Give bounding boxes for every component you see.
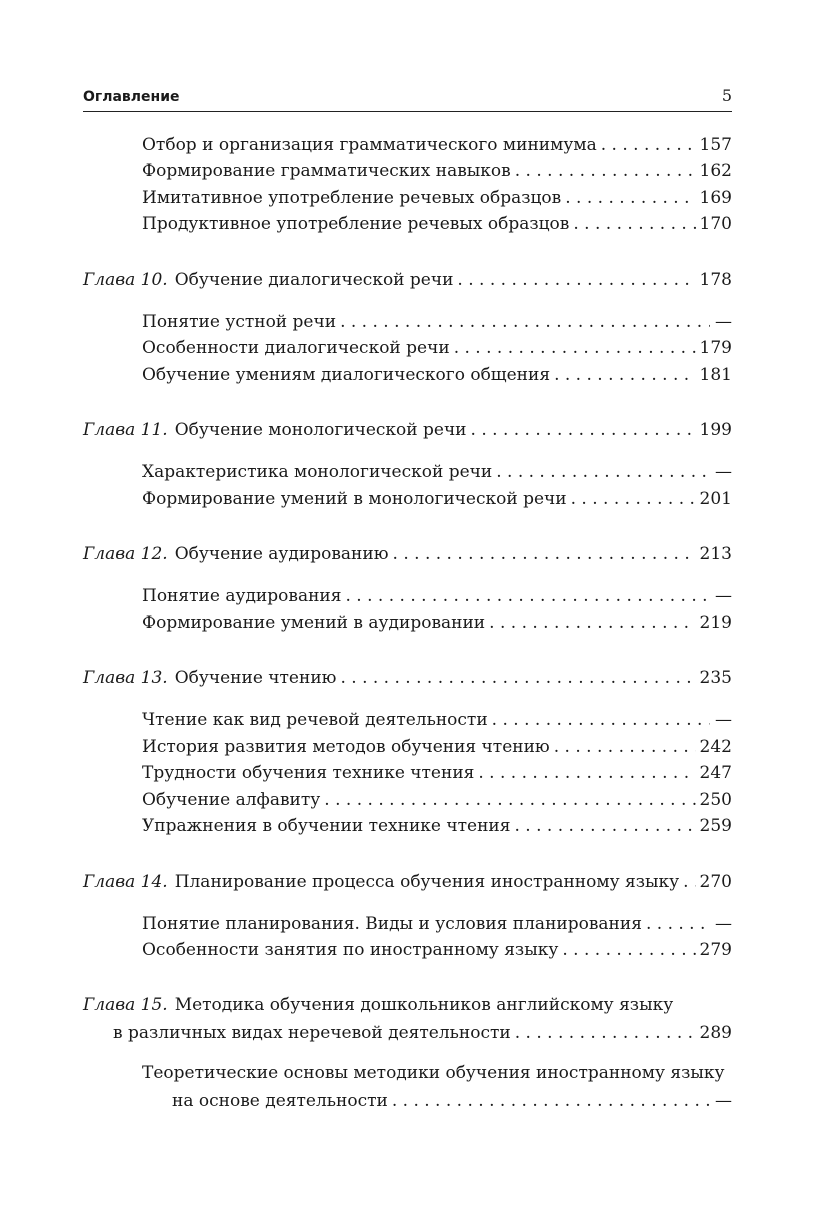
toc-entry-title: Отбор и организация грамматического минимума: [142, 135, 597, 155]
toc-leader: [515, 814, 696, 838]
toc-entry[interactable]: [142, 582, 732, 608]
toc-entry-page: 199: [699, 420, 732, 440]
toc-entry-page: —: [715, 312, 732, 332]
toc-entry[interactable]: [142, 361, 732, 387]
toc-entry-title: Имитативное употребление речевых образцов: [142, 188, 562, 208]
toc-entry-title: Понятие устной речи: [142, 312, 337, 332]
toc-entry-title: Формирование умений в аудировании: [142, 613, 486, 633]
header-page-number: 5: [721, 86, 732, 105]
toc-entry[interactable]: [142, 157, 732, 183]
toc-leader: [601, 133, 696, 157]
toc-entry-page: 162: [699, 161, 732, 181]
toc-chapter-title: Обучение монологической речи: [174, 420, 467, 440]
toc-entry-continuation[interactable]: [172, 1087, 732, 1113]
toc-entry-title-cont: на основе деятельности: [172, 1091, 388, 1111]
toc-chapter-entry-continuation[interactable]: [113, 1019, 732, 1045]
toc-leader: [393, 542, 696, 566]
toc-leader: [562, 938, 695, 962]
toc-chapter-title: Обучение чтению: [174, 668, 337, 688]
toc-leader: [554, 363, 695, 387]
toc-entry[interactable]: [142, 936, 732, 962]
toc-entry-page: 289: [699, 1023, 732, 1043]
toc-entry[interactable]: [142, 184, 732, 210]
toc-entry-first-line[interactable]: [142, 1061, 725, 1085]
toc-entry[interactable]: [142, 210, 732, 236]
toc-entry[interactable]: [142, 812, 732, 838]
toc-entry-title: Продуктивное употребление речевых образцов: [142, 214, 570, 234]
toc-leader: [345, 584, 710, 608]
toc-entry-title: Формирование умений в монологической речи: [142, 489, 567, 509]
toc-leader: [492, 708, 710, 732]
toc-entry-page: —: [715, 1091, 732, 1111]
toc-leader: [515, 1021, 696, 1045]
toc-entry[interactable]: [142, 131, 732, 157]
toc-leader: [565, 186, 695, 210]
toc-entry-page: 279: [699, 940, 732, 960]
toc-entry-title: Теоретические основы методики обучения иностранному языку: [142, 1063, 725, 1083]
toc-chapter-entry[interactable]: [83, 540, 732, 566]
toc-entry-page: 169: [699, 188, 732, 208]
header-title: Оглавление: [83, 89, 180, 105]
toc-entry-title: Характеристика монологической речи: [142, 462, 493, 482]
toc-entry[interactable]: [142, 334, 732, 360]
toc-leader: [324, 788, 695, 812]
toc-entry-page: 250: [699, 790, 732, 810]
toc-chapter-entry[interactable]: [83, 664, 732, 690]
toc-chapter-title-cont: в различных видах неречевой деятельности: [113, 1023, 511, 1043]
toc-chapter-label: Глава 15.: [83, 995, 168, 1015]
toc-entry-page: 270: [699, 872, 732, 892]
toc-entry-title: Особенности занятия по иностранному языку: [142, 940, 559, 960]
toc-chapter-entry[interactable]: [83, 416, 732, 442]
toc-entry-page: 179: [699, 338, 732, 358]
toc-entry[interactable]: [142, 733, 732, 759]
toc-entry-page: 219: [699, 613, 732, 633]
toc-leader: [515, 159, 696, 183]
toc-leader: [471, 418, 696, 442]
toc-entry[interactable]: [142, 759, 732, 785]
toc-entry-title: История развития методов обучения чтению: [142, 737, 550, 757]
toc-chapter-label: Глава 13.: [83, 668, 168, 688]
toc-chapter-label: Глава 10.: [83, 270, 168, 290]
toc-leader: [340, 310, 710, 334]
toc-chapter-label: Глава 11.: [83, 420, 168, 440]
toc-leader: [340, 666, 695, 690]
toc-leader: [571, 487, 696, 511]
toc-entry[interactable]: [142, 609, 732, 635]
toc-entry-title: Обучение алфавиту: [142, 790, 321, 810]
toc-entry-page: 242: [699, 737, 732, 757]
toc-entry-title: Особенности диалогической речи: [142, 338, 450, 358]
toc-chapter-label: Глава 12.: [83, 544, 168, 564]
toc-entry-page: —: [715, 462, 732, 482]
toc-leader: [496, 460, 710, 484]
toc-entry-page: 201: [699, 489, 732, 509]
toc-entry[interactable]: [142, 308, 732, 334]
toc-leader: [454, 336, 696, 360]
running-header: [83, 86, 732, 112]
toc-entry[interactable]: [142, 786, 732, 812]
toc-chapter-entry-first-line[interactable]: [83, 993, 673, 1017]
toc-entry-title: Понятие аудирования: [142, 586, 342, 606]
toc-entry-page: 259: [699, 816, 732, 836]
toc-chapter-title: Обучение аудированию: [174, 544, 389, 564]
toc-chapter-entry[interactable]: [83, 266, 732, 292]
toc-leader: [478, 761, 695, 785]
toc-leader: [646, 912, 710, 936]
toc-entry-page: 247: [699, 763, 732, 783]
toc-entry[interactable]: [142, 485, 732, 511]
toc-leader: [392, 1089, 710, 1113]
toc-chapter-entry[interactable]: [83, 868, 732, 894]
toc-entry-page: 213: [699, 544, 732, 564]
toc-leader: [683, 870, 695, 894]
toc-entry-page: —: [715, 586, 732, 606]
toc-leader: [489, 611, 695, 635]
toc-entry-page: 235: [699, 668, 732, 688]
toc-entry[interactable]: [142, 458, 732, 484]
toc-chapter-title: Методика обучения дошкольников английскому языку: [174, 995, 674, 1015]
toc-chapter-title: Обучение диалогической речи: [174, 270, 454, 290]
toc-chapter-label: Глава 14.: [83, 872, 168, 892]
toc-chapter-title: Планирование процесса обучения иностранному языку: [174, 872, 680, 892]
toc-leader: [573, 212, 695, 236]
toc-entry-page: 157: [699, 135, 732, 155]
toc-entry-title: Упражнения в обучении технике чтения: [142, 816, 511, 836]
toc-entry-title: Обучение умениям диалогического общения: [142, 365, 551, 385]
toc-entry[interactable]: [142, 706, 732, 732]
toc-entry-title: Чтение как вид речевой деятельности: [142, 710, 488, 730]
toc-entry[interactable]: [142, 910, 732, 936]
toc-entry-page: —: [715, 914, 732, 934]
toc-entry-title: Понятие планирования. Виды и условия планирования: [142, 914, 642, 934]
toc-leader: [554, 735, 696, 759]
toc-entry-page: 170: [699, 214, 732, 234]
toc-entry-page: —: [715, 710, 732, 730]
toc-entry-page: 178: [699, 270, 732, 290]
toc-entry-title: Трудности обучения технике чтения: [142, 763, 475, 783]
toc-entry-title: Формирование грамматических навыков: [142, 161, 511, 181]
toc-entry-page: 181: [699, 365, 732, 385]
toc-leader: [457, 268, 695, 292]
